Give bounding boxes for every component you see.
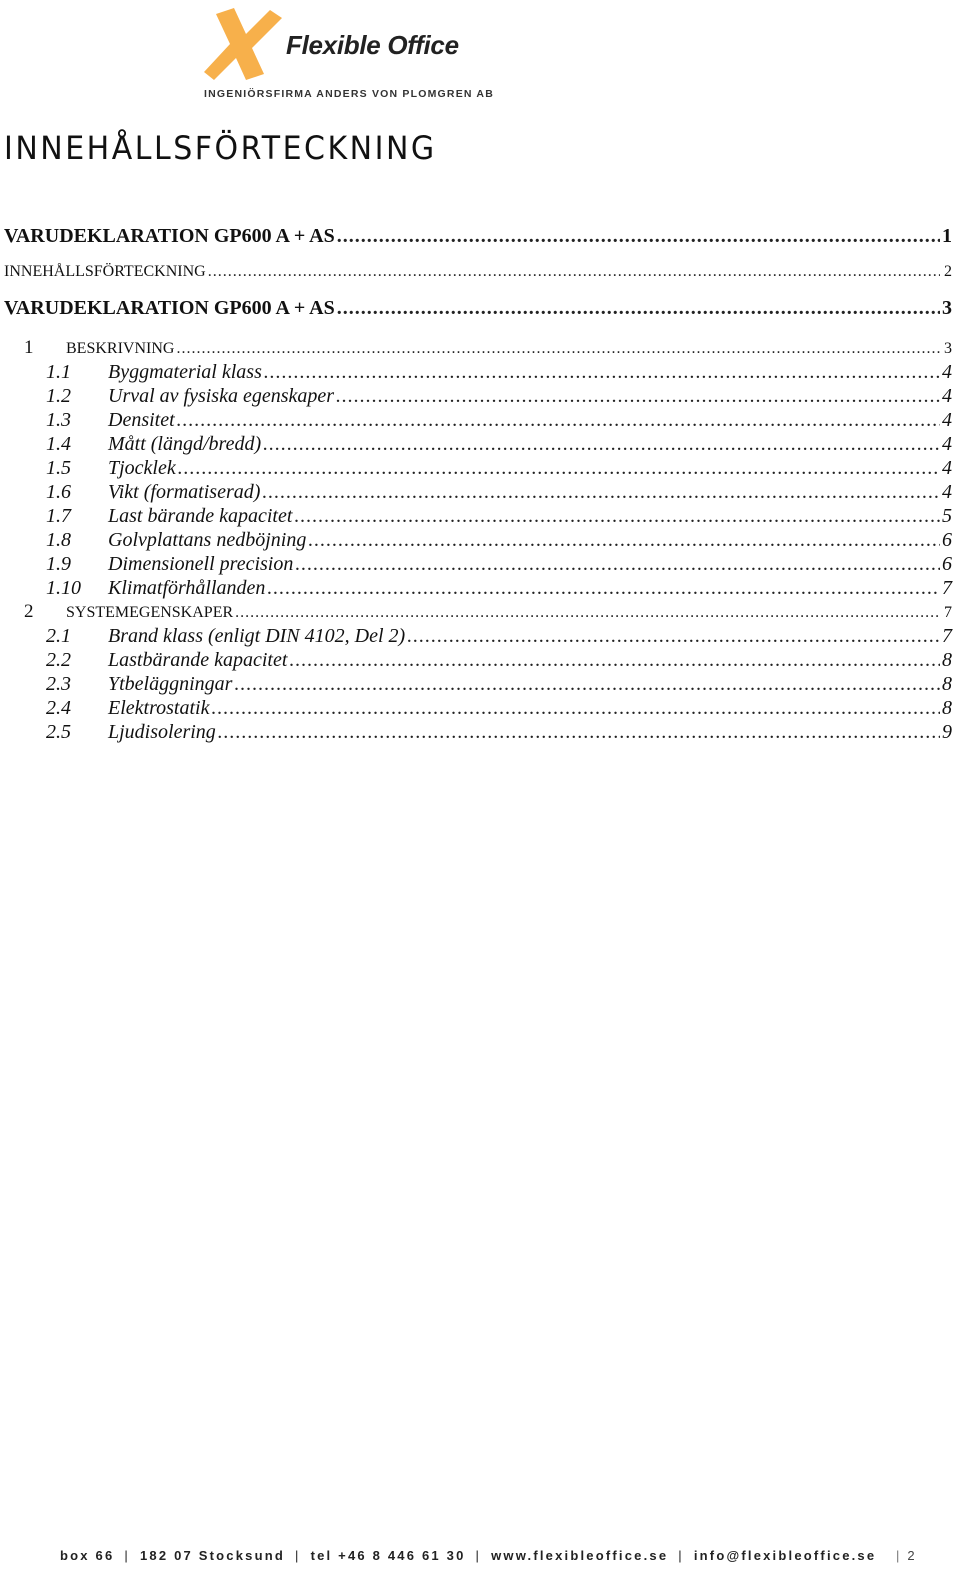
toc-dot-leader bbox=[235, 601, 940, 625]
toc-entry-number: 1.9 bbox=[46, 553, 71, 575]
toc-entry-label: Golvplattans nedböjning bbox=[108, 529, 307, 551]
logo-subtitle: INGENIÖRSFIRMA ANDERS VON PLOMGREN AB bbox=[204, 88, 494, 100]
footer-postal: 182 07 Stocksund bbox=[139, 1548, 285, 1563]
toc-entry-label: Brand klass (enligt DIN 4102, Del 2) bbox=[108, 625, 406, 647]
footer-separator: | bbox=[124, 1548, 130, 1563]
toc-entry-label: Klimatförhållanden bbox=[108, 577, 266, 599]
toc-entry-number: 2.4 bbox=[46, 697, 71, 719]
toc-entry[interactable] bbox=[4, 260, 952, 284]
toc-entry-number: 1.10 bbox=[46, 577, 81, 599]
toc-entry[interactable] bbox=[4, 528, 952, 552]
toc-dot-leader bbox=[263, 432, 940, 456]
toc-entry-label: Elektrostatik bbox=[108, 697, 210, 719]
toc-entry-label: Mått (längd/bredd) bbox=[108, 433, 262, 455]
toc-dot-leader bbox=[294, 504, 940, 528]
toc-entry-number: 1.4 bbox=[46, 433, 71, 455]
toc-dot-leader bbox=[218, 720, 940, 744]
toc-entry-label: Vikt (formatiserad) bbox=[108, 481, 261, 503]
toc-entry[interactable] bbox=[4, 720, 952, 744]
footer-contact bbox=[60, 1548, 940, 1563]
toc-entry-number: 2.5 bbox=[46, 721, 71, 743]
toc-entry-page: 6 bbox=[942, 529, 952, 551]
toc-entry-page: 8 bbox=[942, 697, 952, 719]
toc-entry-page: 4 bbox=[942, 361, 952, 383]
toc-entry-number: 1.7 bbox=[46, 505, 71, 527]
toc-entry[interactable] bbox=[4, 552, 952, 576]
toc-dot-leader bbox=[337, 296, 940, 320]
toc-dot-leader bbox=[208, 260, 940, 284]
toc-entry-number: 1 bbox=[24, 337, 34, 358]
toc-entry[interactable] bbox=[4, 360, 952, 384]
toc-entry[interactable] bbox=[4, 408, 952, 432]
footer-website-link[interactable]: www.flexibleoffice.se bbox=[491, 1548, 669, 1563]
toc-dot-leader bbox=[234, 672, 940, 696]
footer-separator: | bbox=[295, 1548, 301, 1563]
toc-dot-leader bbox=[176, 337, 940, 361]
toc-entry-page: 7 bbox=[944, 604, 952, 621]
toc-entry-label: Urval av fysiska egenskaper bbox=[108, 385, 335, 407]
toc-entry-page: 1 bbox=[942, 225, 952, 247]
toc-dot-leader bbox=[262, 480, 940, 504]
toc-entry-label: Byggmaterial klass bbox=[108, 361, 262, 383]
toc-entry[interactable] bbox=[4, 432, 952, 456]
footer-phone: tel +46 8 446 61 30 bbox=[310, 1548, 466, 1563]
toc-dot-leader bbox=[295, 552, 940, 576]
toc-dot-leader bbox=[267, 576, 940, 600]
toc-entry[interactable] bbox=[4, 624, 952, 648]
toc-entry-page: 3 bbox=[944, 340, 952, 357]
toc-entry-label: SYSTEMEGENSKAPER bbox=[66, 604, 234, 621]
toc-dot-leader bbox=[407, 624, 940, 648]
toc-entry-page: 5 bbox=[942, 505, 952, 527]
toc-entry-label: Last bärande kapacitet bbox=[108, 505, 293, 527]
toc-entry[interactable] bbox=[4, 224, 952, 248]
toc-entry-label: Ytbeläggningar bbox=[108, 673, 233, 695]
toc-entry-label: VARUDEKLARATION GP600 A + AS bbox=[4, 297, 335, 319]
toc-entry-label: Dimensionell precision bbox=[108, 553, 294, 575]
toc-entry[interactable] bbox=[4, 296, 952, 320]
toc-entry-number: 1.6 bbox=[46, 481, 71, 503]
toc-entry-page: 6 bbox=[942, 553, 952, 575]
page-number: | 2 bbox=[896, 1548, 915, 1563]
toc-dot-leader bbox=[178, 456, 940, 480]
toc-entry-label: Tjocklek bbox=[108, 457, 176, 479]
toc-entry-number: 2 bbox=[24, 601, 34, 622]
toc-dot-leader bbox=[308, 528, 940, 552]
toc-entry[interactable] bbox=[4, 336, 952, 360]
toc-entry-page: 7 bbox=[942, 577, 952, 599]
toc-entry-label: Lastbärande kapacitet bbox=[108, 649, 288, 671]
toc-entry-page: 4 bbox=[942, 385, 952, 407]
toc-entry-page: 2 bbox=[944, 263, 952, 280]
toc-entry-page: 7 bbox=[942, 625, 952, 647]
toc-entry-page: 4 bbox=[942, 481, 952, 503]
toc-entry-page: 4 bbox=[942, 409, 952, 431]
toc-entry-number: 2.3 bbox=[46, 673, 71, 695]
toc-entry[interactable] bbox=[4, 480, 952, 504]
toc-entry-page: 3 bbox=[942, 297, 952, 319]
toc-dot-leader bbox=[336, 384, 940, 408]
toc-dot-leader bbox=[337, 224, 940, 248]
toc-entry-number: 1.5 bbox=[46, 457, 71, 479]
toc-entry-label: INNEHÅLLSFÖRTECKNING bbox=[4, 263, 206, 280]
toc-entry[interactable] bbox=[4, 648, 952, 672]
toc-entry[interactable] bbox=[4, 576, 952, 600]
toc-entry-page: 8 bbox=[942, 673, 952, 695]
toc-entry[interactable] bbox=[4, 504, 952, 528]
footer-email-link[interactable]: info@flexibleoffice.se bbox=[693, 1548, 877, 1563]
toc-entry-page: 4 bbox=[942, 457, 952, 479]
footer-separator: | bbox=[475, 1548, 482, 1563]
toc-dot-leader bbox=[177, 408, 940, 432]
company-logo bbox=[200, 4, 500, 104]
toc-entry-number: 1.2 bbox=[46, 385, 71, 407]
toc-entry-label: VARUDEKLARATION GP600 A + AS bbox=[4, 225, 335, 247]
toc-entry-number: 1.1 bbox=[46, 361, 71, 383]
x-logo-icon bbox=[200, 4, 290, 84]
toc-entry-label: Ljudisolering bbox=[108, 721, 216, 743]
toc-dot-leader bbox=[264, 360, 940, 384]
toc-entry-number: 2.2 bbox=[46, 649, 71, 671]
footer-separator: | bbox=[678, 1548, 684, 1563]
toc-entry-page: 8 bbox=[942, 649, 952, 671]
toc-entry[interactable] bbox=[4, 696, 952, 720]
toc-entry[interactable] bbox=[4, 672, 952, 696]
toc-entry[interactable] bbox=[4, 600, 952, 624]
toc-entry-number: 2.1 bbox=[46, 625, 71, 647]
page-title: INNEHÅLLSFÖRTECKNING bbox=[4, 130, 437, 168]
toc-entry-page: 4 bbox=[942, 433, 952, 455]
logo-name: Flexible Office bbox=[286, 30, 459, 60]
toc-entry[interactable] bbox=[4, 384, 952, 408]
toc-entry-number: 1.3 bbox=[46, 409, 71, 431]
toc-dot-leader bbox=[211, 696, 940, 720]
toc-entry-page: 9 bbox=[942, 721, 952, 743]
toc-entry-number: 1.8 bbox=[46, 529, 71, 551]
footer-address: box 66 bbox=[60, 1548, 115, 1563]
toc-dot-leader bbox=[289, 648, 940, 672]
toc-entry-label: BESKRIVNING bbox=[66, 340, 175, 357]
toc-entry-label: Densitet bbox=[108, 409, 175, 431]
toc-entry[interactable] bbox=[4, 456, 952, 480]
